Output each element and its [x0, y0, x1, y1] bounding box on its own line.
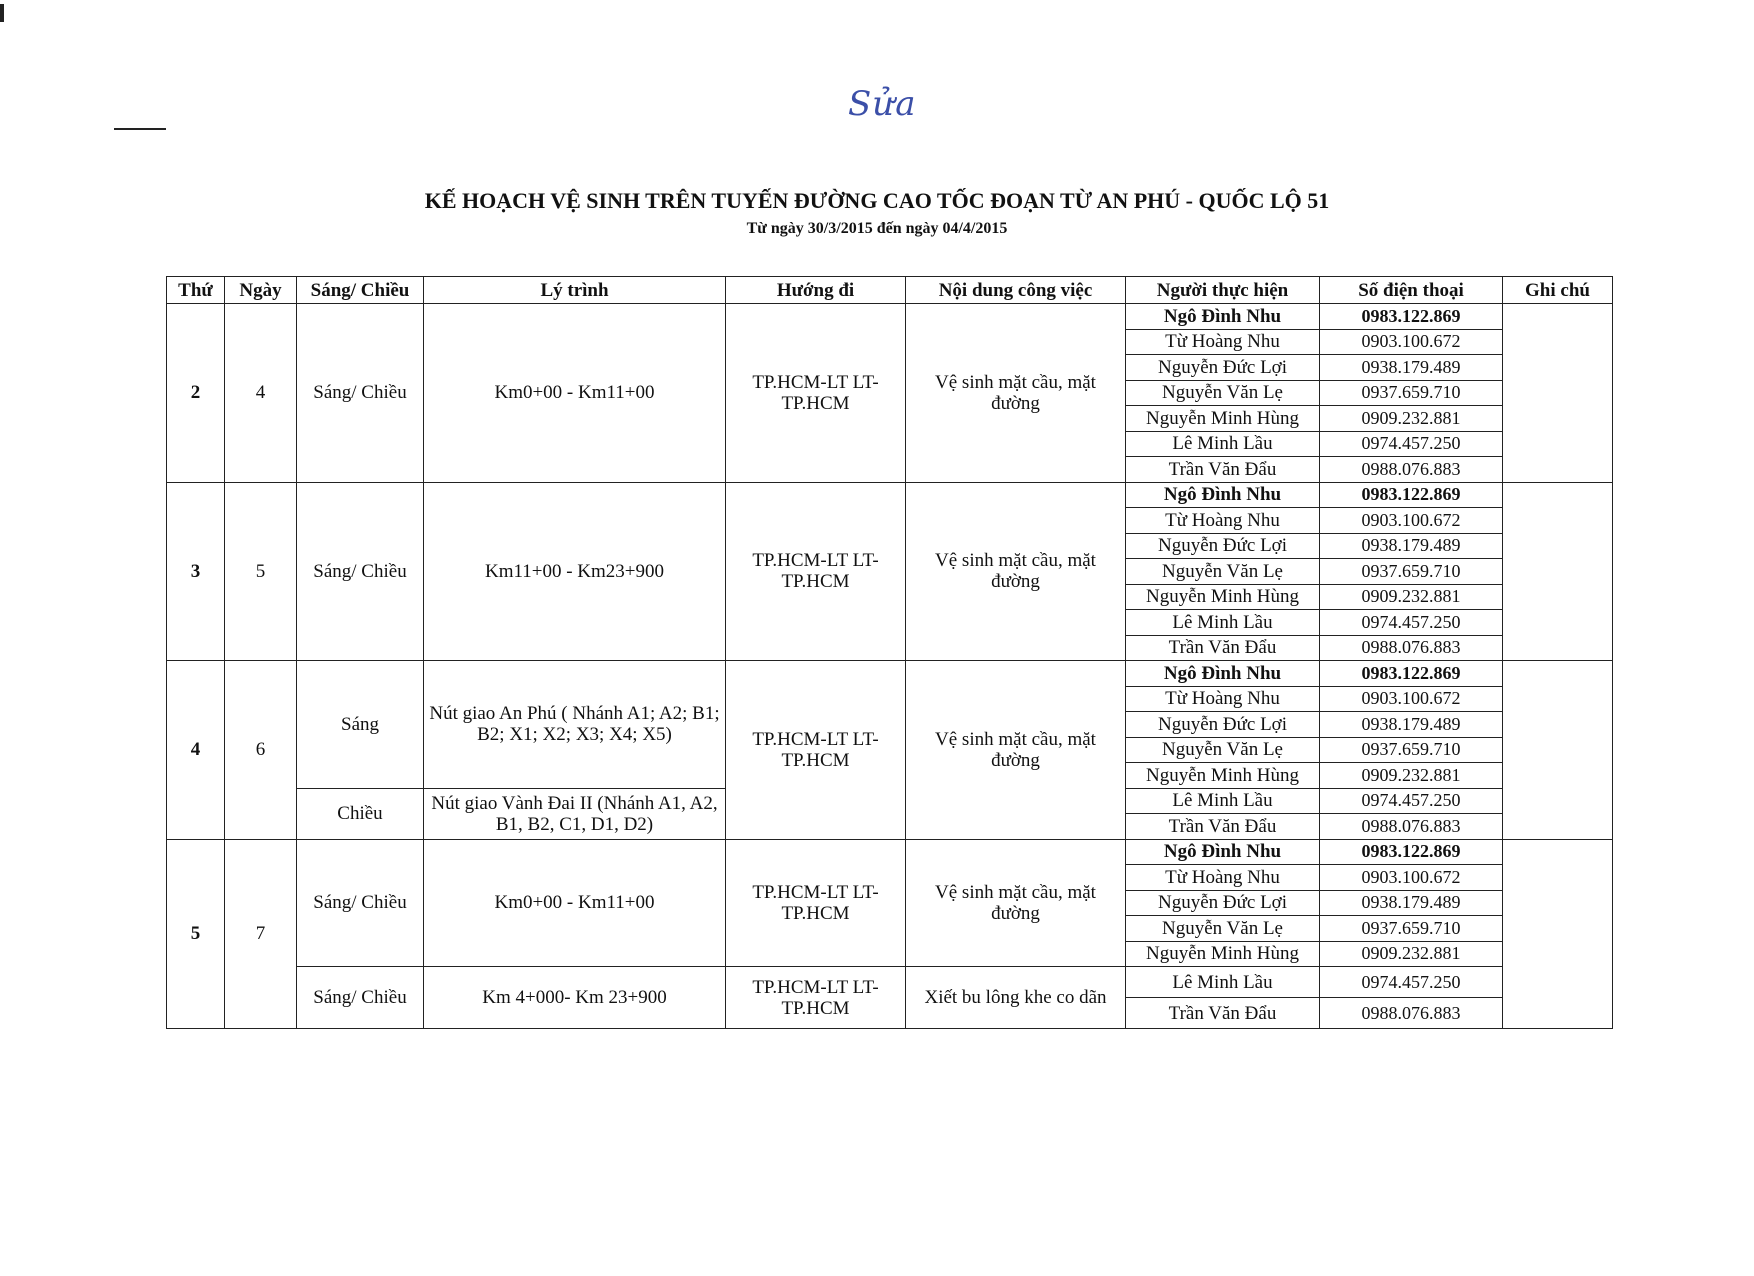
cell-buoi: Sáng/ Chiều — [297, 304, 424, 483]
cell-phone: 0983.122.869 — [1320, 304, 1503, 330]
table-row — [167, 967, 1613, 998]
header-nguoi-thuc-hien: Người thực hiện — [1126, 277, 1320, 304]
cell-person: Ngô Đình Nhu — [1126, 304, 1320, 330]
cell-noi-dung: Vệ sinh mặt cầu, mặt đường — [906, 839, 1126, 967]
cell-person: Lê Minh Lầu — [1126, 967, 1320, 998]
cell-person: Trần Văn Đẩu — [1126, 635, 1320, 661]
cell-ngay: 6 — [225, 661, 297, 840]
cell-ghi-chu — [1503, 482, 1613, 661]
cell-phone: 0938.179.489 — [1320, 533, 1503, 559]
cell-ghi-chu — [1503, 661, 1613, 840]
cell-phone: 0903.100.672 — [1320, 329, 1503, 355]
header-ngay: Ngày — [225, 277, 297, 304]
cell-phone: 0974.457.250 — [1320, 967, 1503, 998]
cell-person: Nguyễn Đức Lợi — [1126, 533, 1320, 559]
scan-dash-mark — [114, 128, 166, 130]
table-row — [167, 304, 1613, 330]
cell-phone: 0937.659.710 — [1320, 380, 1503, 406]
cell-ly-trinh: Km0+00 - Km11+00 — [424, 839, 726, 967]
cell-buoi-sang: Sáng — [297, 661, 424, 789]
cell-huong-di: TP.HCM-LT LT-TP.HCM — [726, 661, 906, 840]
cell-person: Từ Hoàng Nhu — [1126, 329, 1320, 355]
cell-thu: 3 — [167, 482, 225, 661]
cell-huong-di: TP.HCM-LT LT-TP.HCM — [726, 839, 906, 967]
cell-thu: 4 — [167, 661, 225, 840]
table-row — [167, 661, 1613, 687]
cell-ly-trinh: Km 4+000- Km 23+900 — [424, 967, 726, 1029]
header-so-dien-thoai: Số điện thoại — [1320, 277, 1503, 304]
table-row — [167, 482, 1613, 508]
cell-person: Ngô Đình Nhu — [1126, 661, 1320, 687]
cell-person: Nguyễn Văn Lẹ — [1126, 737, 1320, 763]
header-buoi: Sáng/ Chiều — [297, 277, 424, 304]
cell-phone: 0938.179.489 — [1320, 355, 1503, 381]
cell-person: Từ Hoàng Nhu — [1126, 508, 1320, 534]
schedule-table — [166, 276, 1613, 1029]
cell-person: Nguyễn Văn Lẹ — [1126, 916, 1320, 942]
cell-phone: 0974.457.250 — [1320, 788, 1503, 814]
cell-ghi-chu — [1503, 304, 1613, 483]
cell-thu: 5 — [167, 839, 225, 1029]
cell-person: Từ Hoàng Nhu — [1126, 686, 1320, 712]
cell-phone: 0983.122.869 — [1320, 482, 1503, 508]
cell-phone: 0988.076.883 — [1320, 814, 1503, 840]
cell-person: Ngô Đình Nhu — [1126, 839, 1320, 865]
cell-person: Trần Văn Đẩu — [1126, 814, 1320, 840]
header-noi-dung: Nội dung công việc — [906, 277, 1126, 304]
cell-phone: 0938.179.489 — [1320, 712, 1503, 738]
cell-person: Nguyễn Minh Hùng — [1126, 406, 1320, 432]
handwritten-note: Sửa — [848, 84, 917, 124]
cell-ngay: 7 — [225, 839, 297, 1029]
cell-ghi-chu — [1503, 839, 1613, 1029]
cell-person: Nguyễn Văn Lẹ — [1126, 559, 1320, 585]
cell-ly-trinh-chieu: Nút giao Vành Đai II (Nhánh A1, A2, B1, B2, C1, D1, D2) — [424, 788, 726, 839]
cell-person: Nguyễn Minh Hùng — [1126, 763, 1320, 789]
cell-phone: 0903.100.672 — [1320, 508, 1503, 534]
cell-phone: 0937.659.710 — [1320, 737, 1503, 763]
header-ghi-chu: Ghi chú — [1503, 277, 1613, 304]
cell-thu: 2 — [167, 304, 225, 483]
cell-person: Nguyễn Minh Hùng — [1126, 584, 1320, 610]
cell-phone: 0988.076.883 — [1320, 998, 1503, 1029]
cell-phone: 0983.122.869 — [1320, 661, 1503, 687]
cell-buoi-chieu: Chiều — [297, 788, 424, 839]
cell-phone: 0938.179.489 — [1320, 890, 1503, 916]
document-subtitle: Từ ngày 30/3/2015 đến ngày 04/4/2015 — [746, 220, 1008, 237]
cell-noi-dung: Vệ sinh mặt cầu, mặt đường — [906, 482, 1126, 661]
cell-phone: 0909.232.881 — [1320, 763, 1503, 789]
cell-buoi: Sáng/ Chiều — [297, 967, 424, 1029]
cell-huong-di: TP.HCM-LT LT-TP.HCM — [726, 482, 906, 661]
cell-phone: 0974.457.250 — [1320, 610, 1503, 636]
cell-noi-dung: Vệ sinh mặt cầu, mặt đường — [906, 304, 1126, 483]
cell-phone: 0937.659.710 — [1320, 916, 1503, 942]
cell-phone: 0937.659.710 — [1320, 559, 1503, 585]
cell-phone: 0974.457.250 — [1320, 431, 1503, 457]
header-row — [167, 277, 1613, 304]
cell-ly-trinh-sang: Nút giao An Phú ( Nhánh A1; A2; B1; B2; X1; X2; X3; X4; X5) — [424, 661, 726, 789]
cell-phone: 0909.232.881 — [1320, 941, 1503, 967]
cell-person: Nguyễn Đức Lợi — [1126, 355, 1320, 381]
cell-person: Trần Văn Đẩu — [1126, 457, 1320, 483]
cell-phone: 0983.122.869 — [1320, 839, 1503, 865]
cell-phone: 0909.232.881 — [1320, 406, 1503, 432]
table-row — [167, 839, 1613, 865]
cell-phone: 0903.100.672 — [1320, 686, 1503, 712]
cell-noi-dung: Xiết bu lông khe co dãn — [906, 967, 1126, 1029]
cell-person: Lê Minh Lầu — [1126, 431, 1320, 457]
cell-person: Lê Minh Lầu — [1126, 788, 1320, 814]
cell-person: Nguyễn Minh Hùng — [1126, 941, 1320, 967]
cell-person: Ngô Đình Nhu — [1126, 482, 1320, 508]
scan-edge-mark — [0, 4, 4, 22]
cell-person: Nguyễn Đức Lợi — [1126, 712, 1320, 738]
cell-person: Nguyễn Đức Lợi — [1126, 890, 1320, 916]
cell-noi-dung: Vệ sinh mặt cầu, mặt đường — [906, 661, 1126, 840]
cell-ngay: 4 — [225, 304, 297, 483]
cell-person: Lê Minh Lầu — [1126, 610, 1320, 636]
cell-buoi: Sáng/ Chiều — [297, 482, 424, 661]
cell-phone: 0988.076.883 — [1320, 635, 1503, 661]
header-huong-di: Hướng đi — [726, 277, 906, 304]
header-thu: Thứ — [167, 277, 225, 304]
cell-ly-trinh: Km11+00 - Km23+900 — [424, 482, 726, 661]
cell-person: Trần Văn Đẩu — [1126, 998, 1320, 1029]
cell-phone: 0988.076.883 — [1320, 457, 1503, 483]
cell-phone: 0903.100.672 — [1320, 865, 1503, 891]
cell-huong-di: TP.HCM-LT LT-TP.HCM — [726, 967, 906, 1029]
cell-person: Từ Hoàng Nhu — [1126, 865, 1320, 891]
cell-person: Nguyễn Văn Lẹ — [1126, 380, 1320, 406]
cell-phone: 0909.232.881 — [1320, 584, 1503, 610]
cell-ly-trinh: Km0+00 - Km11+00 — [424, 304, 726, 483]
cell-buoi: Sáng/ Chiều — [297, 839, 424, 967]
cell-huong-di: TP.HCM-LT LT-TP.HCM — [726, 304, 906, 483]
cell-ngay: 5 — [225, 482, 297, 661]
document-title: KẾ HOẠCH VỆ SINH TRÊN TUYẾN ĐƯỜNG CAO TỐC ĐOẠN TỪ AN PHÚ - QUỐC LỘ 51 — [424, 188, 1330, 213]
header-ly-trinh: Lý trình — [424, 277, 726, 304]
